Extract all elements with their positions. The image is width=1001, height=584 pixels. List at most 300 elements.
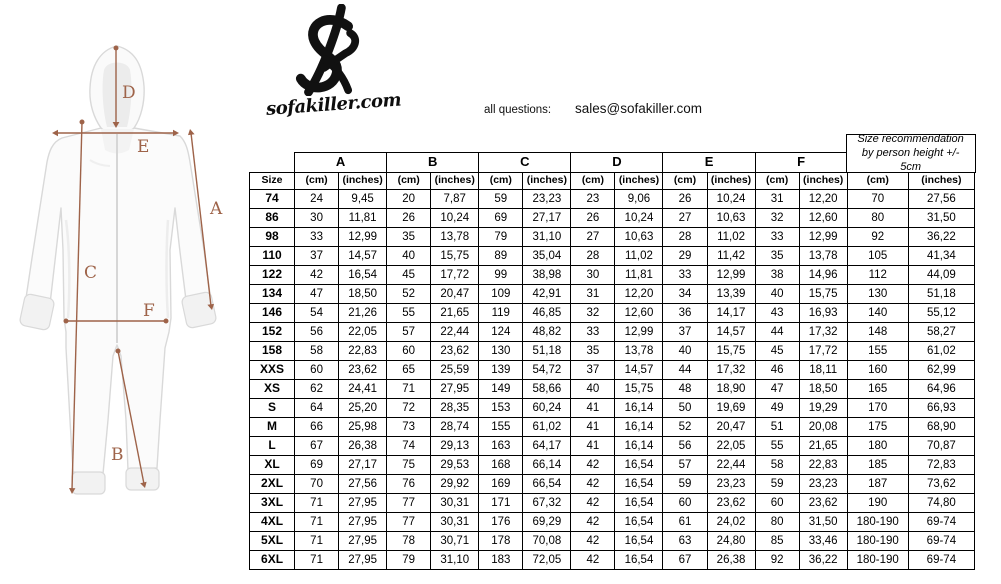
measurement-cell: 58,66 xyxy=(523,380,571,399)
measurement-cell: 26,38 xyxy=(707,551,755,570)
measurement-cell: 12,99 xyxy=(707,266,755,285)
measurement-cell: 29 xyxy=(663,247,707,266)
measurement-cell: 70 xyxy=(847,190,908,209)
measurement-cell: 48 xyxy=(663,380,707,399)
measurement-cell: 18,90 xyxy=(707,380,755,399)
measurement-cell: 61 xyxy=(663,513,707,532)
table-row xyxy=(250,247,975,266)
measurement-cell: 22,83 xyxy=(339,342,387,361)
table-row xyxy=(250,551,975,570)
measurement-cell: 18,50 xyxy=(339,285,387,304)
measurement-cell: 38 xyxy=(755,266,799,285)
measurement-cell: 13,78 xyxy=(799,247,847,266)
measurement-cell: 71 xyxy=(295,494,339,513)
size-label: 4XL xyxy=(250,513,295,532)
measurement-cell: 58 xyxy=(295,342,339,361)
measurement-cell: 27,95 xyxy=(339,551,387,570)
measurement-cell: 11,42 xyxy=(707,247,755,266)
measurement-cell: 13,39 xyxy=(707,285,755,304)
measurement-cell: 16,14 xyxy=(615,418,663,437)
measurement-cell: 72,83 xyxy=(908,456,974,475)
measurement-cell: 28 xyxy=(663,228,707,247)
measurement-cell: 16,54 xyxy=(615,513,663,532)
size-label: 158 xyxy=(250,342,295,361)
measurement-cell: 35,04 xyxy=(523,247,571,266)
measurement-cell: 69,29 xyxy=(523,513,571,532)
measurement-cell: 140 xyxy=(847,304,908,323)
measurement-cell: 10,24 xyxy=(431,209,479,228)
measurement-cell: 28 xyxy=(571,247,615,266)
measurement-cell: 26 xyxy=(663,190,707,209)
measurement-cell: 24 xyxy=(295,190,339,209)
measurement-cell: 33 xyxy=(571,323,615,342)
measurement-cell: 69-74 xyxy=(908,532,974,551)
measurement-cell: 12,60 xyxy=(799,209,847,228)
size-chart-table xyxy=(249,132,975,570)
measurement-cell: 27,95 xyxy=(339,532,387,551)
measurement-cell: 70,87 xyxy=(908,437,974,456)
column-header-f: F xyxy=(755,153,847,173)
measurement-cell: 112 xyxy=(847,266,908,285)
measurement-cell: 27,95 xyxy=(431,380,479,399)
measurement-cell: 62 xyxy=(295,380,339,399)
size-label: 122 xyxy=(250,266,295,285)
measurement-cell: 7,87 xyxy=(431,190,479,209)
measurement-cell: 28,74 xyxy=(431,418,479,437)
measurement-cell: 16,93 xyxy=(799,304,847,323)
measurement-cell: 155 xyxy=(847,342,908,361)
measurement-cell: 74,80 xyxy=(908,494,974,513)
measurement-cell: 35 xyxy=(387,228,431,247)
unit-header-cm: (cm) xyxy=(387,173,431,190)
measurement-cell: 14,17 xyxy=(707,304,755,323)
measurement-cell: 15,75 xyxy=(707,342,755,361)
measurement-cell: 66 xyxy=(295,418,339,437)
measurement-cell: 38,98 xyxy=(523,266,571,285)
measurement-cell: 28,35 xyxy=(431,399,479,418)
measurement-cell: 69-74 xyxy=(908,551,974,570)
measurement-cell: 35 xyxy=(755,247,799,266)
measurement-cell: 178 xyxy=(479,532,523,551)
measurement-cell: 21,65 xyxy=(799,437,847,456)
measurement-cell: 27,56 xyxy=(339,475,387,494)
measurement-cell: 63 xyxy=(663,532,707,551)
measurement-cell: 16,54 xyxy=(615,475,663,494)
measurement-cell: 130 xyxy=(847,285,908,304)
column-header-a: A xyxy=(295,153,387,173)
measurement-cell: 51 xyxy=(755,418,799,437)
measurement-cell: 72,05 xyxy=(523,551,571,570)
measurement-cell: 10,63 xyxy=(707,209,755,228)
contact-label: all questions: xyxy=(484,104,552,116)
measurement-cell: 180-190 xyxy=(847,551,908,570)
measurement-cell: 92 xyxy=(847,228,908,247)
measurement-cell: 99 xyxy=(479,266,523,285)
measurement-cell: 11,81 xyxy=(339,209,387,228)
measurement-cell: 15,75 xyxy=(615,380,663,399)
size-label: 5XL xyxy=(250,532,295,551)
measurement-cell: 60 xyxy=(755,494,799,513)
measurement-cell: 37 xyxy=(663,323,707,342)
measurement-cell: 32 xyxy=(571,304,615,323)
measurement-cell: 17,32 xyxy=(707,361,755,380)
measurement-cell: 30 xyxy=(295,209,339,228)
measurement-cell: 27,17 xyxy=(339,456,387,475)
measurement-cell: 89 xyxy=(479,247,523,266)
measurement-cell: 64,17 xyxy=(523,437,571,456)
measurement-cell: 130 xyxy=(479,342,523,361)
measurement-cell: 54 xyxy=(295,304,339,323)
column-header-e: E xyxy=(663,153,755,173)
size-label: 86 xyxy=(250,209,295,228)
measurement-cell: 41 xyxy=(571,399,615,418)
measurement-cell: 67,32 xyxy=(523,494,571,513)
measurement-cell: 36 xyxy=(663,304,707,323)
measurement-cell: 42 xyxy=(571,494,615,513)
measurement-cell: 14,96 xyxy=(799,266,847,285)
measurement-cell: 155 xyxy=(479,418,523,437)
measurement-cell: 10,24 xyxy=(615,209,663,228)
unit-header-inches: (inches) xyxy=(431,173,479,190)
measurement-cell: 51,18 xyxy=(523,342,571,361)
measurement-cell: 190 xyxy=(847,494,908,513)
measurement-cell: 47 xyxy=(295,285,339,304)
measurement-cell: 36,22 xyxy=(908,228,974,247)
measurement-cell: 33 xyxy=(755,228,799,247)
measurement-cell: 33,46 xyxy=(799,532,847,551)
measurement-cell: 70,08 xyxy=(523,532,571,551)
table-row xyxy=(250,532,975,551)
measurement-cell: 92 xyxy=(755,551,799,570)
measurement-cell: 12,20 xyxy=(799,190,847,209)
unit-header-inches: (inches) xyxy=(799,173,847,190)
measurement-cell: 22,44 xyxy=(707,456,755,475)
measurement-cell: 31,10 xyxy=(431,551,479,570)
measurement-cell: 23,62 xyxy=(799,494,847,513)
measurement-cell: 13,78 xyxy=(431,228,479,247)
table-row xyxy=(250,437,975,456)
measurement-cell: 23,23 xyxy=(523,190,571,209)
measurement-cell: 17,72 xyxy=(799,342,847,361)
garment-diagram xyxy=(0,0,250,584)
measurement-cell: 52 xyxy=(387,285,431,304)
measurement-cell: 119 xyxy=(479,304,523,323)
measurement-cell: 67 xyxy=(295,437,339,456)
measurement-cell: 58,27 xyxy=(908,323,974,342)
unit-header-cm: (cm) xyxy=(847,173,908,190)
measurement-cell: 12,99 xyxy=(615,323,663,342)
measurement-cell: 187 xyxy=(847,475,908,494)
measurement-cell: 77 xyxy=(387,513,431,532)
measurement-label-e: E xyxy=(137,137,150,157)
measurement-cell: 55 xyxy=(387,304,431,323)
measurement-cell: 168 xyxy=(479,456,523,475)
measurement-cell: 124 xyxy=(479,323,523,342)
size-label: M xyxy=(250,418,295,437)
table-row xyxy=(250,285,975,304)
unit-header-cm: (cm) xyxy=(571,173,615,190)
measurement-cell: 16,14 xyxy=(615,399,663,418)
measurement-cell: 40 xyxy=(755,285,799,304)
measurement-cell: 30,31 xyxy=(431,494,479,513)
measurement-cell: 24,80 xyxy=(707,532,755,551)
measurement-cell: 12,99 xyxy=(799,228,847,247)
measurement-label-c: C xyxy=(84,263,98,283)
measurement-cell: 37 xyxy=(295,247,339,266)
measurement-cell: 109 xyxy=(479,285,523,304)
table-row xyxy=(250,418,975,437)
table-row xyxy=(250,266,975,285)
measurement-cell: 20 xyxy=(387,190,431,209)
table-row xyxy=(250,494,975,513)
measurement-cell: 163 xyxy=(479,437,523,456)
measurement-cell: 57 xyxy=(387,323,431,342)
measurement-cell: 160 xyxy=(847,361,908,380)
measurement-cell: 45 xyxy=(387,266,431,285)
unit-header-cm: (cm) xyxy=(295,173,339,190)
table-row xyxy=(250,228,975,247)
size-label: 152 xyxy=(250,323,295,342)
measurement-cell: 171 xyxy=(479,494,523,513)
measurement-cell: 41 xyxy=(571,418,615,437)
measurement-cell: 69 xyxy=(479,209,523,228)
measurement-cell: 27,56 xyxy=(908,190,974,209)
measurement-cell: 45 xyxy=(755,342,799,361)
measurement-cell: 58 xyxy=(755,456,799,475)
measurement-cell: 40 xyxy=(571,380,615,399)
unit-header-cm: (cm) xyxy=(479,173,523,190)
measurement-cell: 37 xyxy=(571,361,615,380)
measurement-cell: 48,82 xyxy=(523,323,571,342)
measurement-cell: 46,85 xyxy=(523,304,571,323)
measurement-cell: 169 xyxy=(479,475,523,494)
measurement-cell: 42 xyxy=(295,266,339,285)
measurement-label-f: F xyxy=(143,301,155,321)
measurement-cell: 31 xyxy=(755,190,799,209)
measurement-cell: 42 xyxy=(571,532,615,551)
measurement-cell: 26,38 xyxy=(339,437,387,456)
size-label: 74 xyxy=(250,190,295,209)
measurement-cell: 76 xyxy=(387,475,431,494)
measurement-cell: 47 xyxy=(755,380,799,399)
measurement-cell: 75 xyxy=(387,456,431,475)
measurement-cell: 74 xyxy=(387,437,431,456)
size-label: 2XL xyxy=(250,475,295,494)
size-label: 98 xyxy=(250,228,295,247)
measurement-cell: 32 xyxy=(755,209,799,228)
measurement-cell: 43 xyxy=(755,304,799,323)
measurement-cell: 80 xyxy=(847,209,908,228)
measurement-cell: 25,20 xyxy=(339,399,387,418)
measurement-cell: 40 xyxy=(663,342,707,361)
measurement-cell: 10,63 xyxy=(615,228,663,247)
measurement-cell: 11,02 xyxy=(615,247,663,266)
measurement-cell: 16,54 xyxy=(339,266,387,285)
measurement-cell: 41,34 xyxy=(908,247,974,266)
unit-header-inches: (inches) xyxy=(523,173,571,190)
column-header-b: B xyxy=(387,153,479,173)
measurement-cell: 49 xyxy=(755,399,799,418)
measurement-cell: 23,62 xyxy=(707,494,755,513)
measurement-cell: 20,47 xyxy=(431,285,479,304)
measurement-cell: 16,54 xyxy=(615,532,663,551)
measurement-cell: 78 xyxy=(387,532,431,551)
measurement-cell: 11,81 xyxy=(615,266,663,285)
measurement-cell: 13,78 xyxy=(615,342,663,361)
measurement-cell: 79 xyxy=(479,228,523,247)
measurement-cell: 79 xyxy=(387,551,431,570)
measurement-cell: 175 xyxy=(847,418,908,437)
measurement-cell: 59 xyxy=(663,475,707,494)
measurement-cell: 56 xyxy=(663,437,707,456)
recommendation-header-cell xyxy=(847,132,974,174)
size-label: 110 xyxy=(250,247,295,266)
measurement-cell: 22,05 xyxy=(339,323,387,342)
measurement-cell: 30,71 xyxy=(431,532,479,551)
measurement-cell: 11,02 xyxy=(707,228,755,247)
table-row xyxy=(250,190,975,209)
measurement-cell: 71 xyxy=(295,551,339,570)
measurement-cell: 33 xyxy=(295,228,339,247)
measurement-cell: 170 xyxy=(847,399,908,418)
measurement-cell: 55 xyxy=(755,437,799,456)
measurement-cell: 27 xyxy=(663,209,707,228)
measurement-cell: 25,98 xyxy=(339,418,387,437)
measurement-cell: 31,50 xyxy=(799,513,847,532)
measurement-cell: 71 xyxy=(295,513,339,532)
measurement-cell: 64,96 xyxy=(908,380,974,399)
measurement-cell: 14,57 xyxy=(707,323,755,342)
measurement-cell: 23,62 xyxy=(431,342,479,361)
size-label: 146 xyxy=(250,304,295,323)
measurement-cell: 66,14 xyxy=(523,456,571,475)
size-label: XS xyxy=(250,380,295,399)
measurement-cell: 73 xyxy=(387,418,431,437)
measurement-label-d: D xyxy=(122,83,136,103)
measurement-cell: 44,09 xyxy=(908,266,974,285)
measurement-cell: 12,99 xyxy=(339,228,387,247)
measurement-cell: 65 xyxy=(387,361,431,380)
measurement-cell: 9,06 xyxy=(615,190,663,209)
measurement-cell: 59 xyxy=(479,190,523,209)
measurement-cell: 20,47 xyxy=(707,418,755,437)
measurement-cell: 71 xyxy=(295,532,339,551)
measurement-cell: 70 xyxy=(295,475,339,494)
unit-header-inches: (inches) xyxy=(615,173,663,190)
measurement-cell: 24,02 xyxy=(707,513,755,532)
measurement-cell: 68,90 xyxy=(908,418,974,437)
measurement-cell: 67 xyxy=(663,551,707,570)
measurement-cell: 33 xyxy=(663,266,707,285)
measurement-cell: 42 xyxy=(571,551,615,570)
column-header-c: C xyxy=(479,153,571,173)
measurement-cell: 71 xyxy=(387,380,431,399)
measurement-cell: 23,62 xyxy=(339,361,387,380)
measurement-cell: 23,23 xyxy=(707,475,755,494)
measurement-cell: 55,12 xyxy=(908,304,974,323)
measurement-cell: 62,99 xyxy=(908,361,974,380)
measurement-cell: 27,95 xyxy=(339,494,387,513)
measurement-cell: 69-74 xyxy=(908,513,974,532)
measurement-cell: 149 xyxy=(479,380,523,399)
measurement-cell: 105 xyxy=(847,247,908,266)
measurement-cell: 18,11 xyxy=(799,361,847,380)
measurement-cell: 21,65 xyxy=(431,304,479,323)
measurement-cell: 60 xyxy=(387,342,431,361)
measurement-cell: 73,62 xyxy=(908,475,974,494)
measurement-cell: 24,41 xyxy=(339,380,387,399)
measurement-cell: 42 xyxy=(571,475,615,494)
recommendation-header: Size recommendation by person height +/- 5cm xyxy=(846,134,976,174)
measurement-cell: 31,50 xyxy=(908,209,974,228)
table-row xyxy=(250,456,975,475)
measurement-cell: 30,31 xyxy=(431,513,479,532)
measurement-cell: 26 xyxy=(571,209,615,228)
contact-email: sales@sofakiller.com xyxy=(575,101,702,116)
measurement-cell: 42 xyxy=(571,456,615,475)
measurement-cell: 180 xyxy=(847,437,908,456)
size-label: XXS xyxy=(250,361,295,380)
measurement-cell: 54,72 xyxy=(523,361,571,380)
measurement-cell: 34 xyxy=(663,285,707,304)
table-row xyxy=(250,342,975,361)
blank-corner-cell xyxy=(250,153,295,173)
measurement-cell: 139 xyxy=(479,361,523,380)
measurement-cell: 59 xyxy=(755,475,799,494)
measurement-cell: 31,10 xyxy=(523,228,571,247)
measurement-cell: 36,22 xyxy=(799,551,847,570)
measurement-cell: 16,54 xyxy=(615,456,663,475)
table-row xyxy=(250,399,975,418)
size-label: 6XL xyxy=(250,551,295,570)
measurement-cell: 61,02 xyxy=(908,342,974,361)
size-label: S xyxy=(250,399,295,418)
measurement-cell: 31 xyxy=(571,285,615,304)
measurement-cell: 17,72 xyxy=(431,266,479,285)
measurement-cell: 27,17 xyxy=(523,209,571,228)
measurement-cell: 66,54 xyxy=(523,475,571,494)
unit-header-inches: (inches) xyxy=(707,173,755,190)
measurement-cell: 185 xyxy=(847,456,908,475)
measurement-cell: 180-190 xyxy=(847,532,908,551)
measurement-cell: 42,91 xyxy=(523,285,571,304)
measurement-cell: 27,95 xyxy=(339,513,387,532)
measurement-cell: 27 xyxy=(571,228,615,247)
size-label: 134 xyxy=(250,285,295,304)
measurement-cell: 14,57 xyxy=(615,361,663,380)
measurement-cell: 15,75 xyxy=(431,247,479,266)
unit-header-inches: (inches) xyxy=(908,173,974,190)
measurement-cell: 22,05 xyxy=(707,437,755,456)
size-column-header: Size xyxy=(250,173,295,190)
column-header-d: D xyxy=(571,153,663,173)
measurement-cell: 44 xyxy=(663,361,707,380)
measurement-cell: 66,93 xyxy=(908,399,974,418)
unit-header-cm: (cm) xyxy=(755,173,799,190)
measurement-cell: 26 xyxy=(387,209,431,228)
measurement-cell: 23,23 xyxy=(799,475,847,494)
measurement-cell: 22,83 xyxy=(799,456,847,475)
size-label: 3XL xyxy=(250,494,295,513)
measurement-cell: 165 xyxy=(847,380,908,399)
table-row xyxy=(250,323,975,342)
table-row xyxy=(250,475,975,494)
size-label: L xyxy=(250,437,295,456)
table-row xyxy=(250,361,975,380)
size-label: XL xyxy=(250,456,295,475)
measurement-cell: 60 xyxy=(295,361,339,380)
table-row xyxy=(250,380,975,399)
